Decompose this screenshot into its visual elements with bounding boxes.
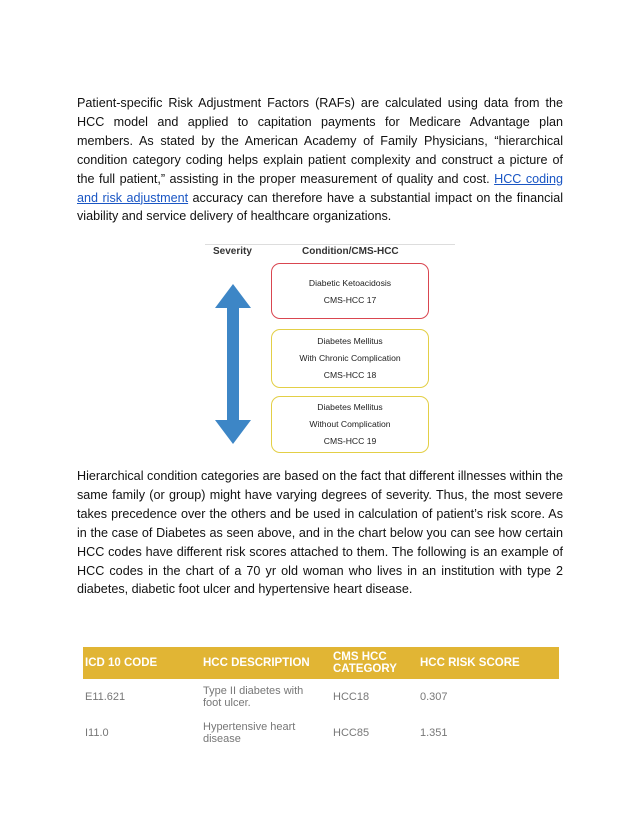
box-line: CMS-HCC 19 — [323, 436, 377, 446]
intro-paragraph — [77, 94, 563, 226]
box-line: Diabetic Ketoacidosis — [308, 278, 392, 288]
cell-category: HCC18 — [333, 691, 370, 703]
hierarchy-paragraph: Hierarchical condition categories are based on the fact that different illnesses within the same family (or group) might have varying degrees of severity. Thus, the most severe takes precedence over the others and be used in calculation of patient’s risk score. As in the case of Diabetes as seen above, and in the chart below you can see how certain HCC codes have different risk scores attached to them. The following is an example of HCC codes in the chart of a 70 yr old woman who lives in an institution with type 2 diabetes, diabetic foot ulcer and hypertensive heart disease. — [77, 469, 563, 597]
diagram-divider — [205, 244, 455, 245]
double-arrow-icon — [211, 284, 255, 444]
box-line: Without Complication — [309, 419, 391, 429]
header-icd-code: ICD 10 CODE — [85, 657, 158, 669]
cell-icd-code: I11.0 — [85, 727, 109, 739]
header-cms-hcc-category: CMS HCC CATEGORY — [333, 651, 397, 675]
table-row — [83, 715, 559, 751]
cell-risk-score: 0.307 — [420, 691, 448, 703]
cell-icd-code: E11.621 — [85, 691, 126, 703]
intro-text-continued: accuracy can therefore have a substantial impact on the financial viability and service delivery of healthcare organizations. — [77, 190, 563, 224]
header-hcc-description: HCC DESCRIPTION — [203, 657, 310, 669]
severity-header: Severity — [213, 246, 252, 257]
intro-text: Patient-specific Risk Adjustment Factors (RAFs) are calculated using data from the HCC model and applied to capitation payments for Medicare Advantage plan members. As stated by the American Academy of Family Physicians, “hierarchical condition category coding helps explain patient complexity and construct a picture of the full patient,” assisting in the proper measurement of quality and cost. — [77, 96, 563, 186]
box-line: Diabetes Mellitus — [317, 336, 383, 346]
cell-description: Hypertensive heart disease — [203, 721, 296, 745]
condition-box-hcc18 — [271, 329, 429, 388]
table-row — [83, 679, 559, 715]
condition-header: Condition/CMS-HCC — [302, 246, 399, 257]
cell-category: HCC85 — [333, 727, 370, 739]
hcc-table — [83, 647, 559, 751]
cell-risk-score: 1.351 — [420, 727, 448, 739]
box-line: Diabetes Mellitus — [317, 402, 383, 412]
hcc-coding-link[interactable]: HCC coding and risk adjustment — [77, 171, 563, 205]
condition-box-hcc19 — [271, 396, 429, 453]
box-line: CMS-HCC 17 — [323, 295, 377, 305]
header-hcc-risk-score: HCC RISK SCORE — [420, 657, 520, 669]
box-line: With Chronic Complication — [299, 353, 401, 363]
table-header-row — [83, 647, 559, 679]
condition-box-hcc17 — [271, 263, 429, 319]
severity-diagram — [195, 236, 457, 450]
box-line: CMS-HCC 18 — [323, 370, 377, 380]
severity-arrow — [215, 284, 251, 444]
cell-description: Type II diabetes with foot ulcer. — [203, 685, 304, 709]
